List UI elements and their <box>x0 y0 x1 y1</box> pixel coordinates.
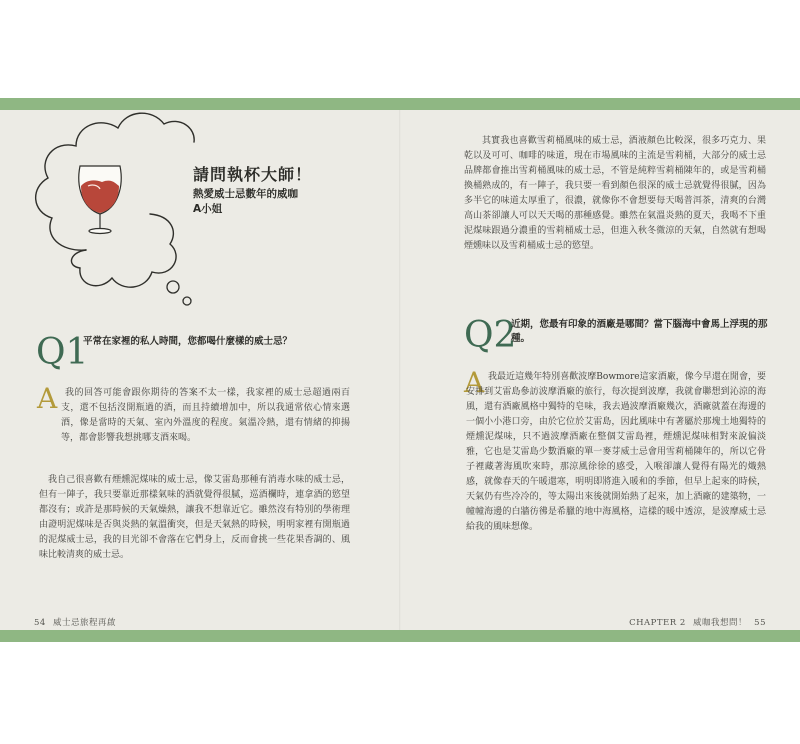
question-1-number: Q1 <box>36 332 89 373</box>
interviewee-description: 熱愛威士忌數年的威咖 <box>193 188 298 200</box>
left-page-footer <box>34 616 120 628</box>
answer-1-paragraph-2: 我自己很喜歡有煙燻泥煤味的威士忌，像艾雷島那種有消毒水味的威士忌，但有一陣子，我只要靠近那樣氣味的酒就覺得很膩，巡酒欄時，連拿酒的慾望都沒有；或許是那時候的天氣燥熱，讓我不想靠近它。雖然沒有特別的學術理由證明泥煤味是否與炎熱的氣溫衝突，但是天氣熱的時候，明明家裡有開瓶過的泥煤威士忌，我的目光卻不會落在它們身上，反而會挑一些花果香調的、風味比較清爽的威士忌。 <box>39 475 350 560</box>
right-intro-paragraph: 其實我也喜歡雪莉桶風味的威士忌，酒液顏色比較深，很多巧克力、果乾以及可可、咖啡的味道，現在市場風味的主流是雪莉桶，大部分的威士忌品牌都會推出雪莉桶風味的威士忌，不管是純粹雪莉桶陳年的，或是雪莉桶換桶熟成的，有一陣子，我只要一看到顏色很深的威士忌就覺得很膩，因為多半它的味道太厚重了，很濃，就像你不會想要每天喝普洱茶，清爽的台灣高山茶卻讓人可以天天喝的那種感覺。雖然在氣溫炎熱的夏天，我喝不下重泥煤味跟過分濃重的雪莉桶威士忌，但進入秋冬微涼的天氣，自然就有想喝煙燻味以及雪莉桶威士忌的慾望。 <box>464 136 766 251</box>
answer-1-drop-cap: A <box>37 382 58 415</box>
answer-2-paragraph: 我最近這幾年特別喜歡波摩Bowmore這家酒廠，像今早還在閒會，要安排到艾雷島參訪波摩酒廠的旅行，每次提到波摩，我就會聯想到沁涼的海風，還有酒廠風格中獨特的皂味，我去過波摩酒廠幾次，酒廠就蓋在海邊的一個小小港口旁，由於它位於艾雷島，因此風味中有著屬於那塊土地獨特的煙燻泥煤味，只不過波摩酒廠在整個艾雷島裡，煙燻泥煤味相對來說偏淡雅，它也是艾雷島少數酒廠的單一麥芽威士忌會用雪莉桶陳年的，所以它骨子裡藏著海風吹來時，那涼風徐徐的感受，入喉卻讓人覺得有陽光的熾熱感，就像春天的午暖還寒，明明即將進入暖和的季節，但早上起來的時候，天氣仍有些冷冷的，等太陽出來後就開始熱了起來，加上酒廠的建築物，一幢幢海邊的白牆彷彿是希臘的地中海風格，這樣的暖中透涼，是波摩威士忌給我的風味想像。 <box>466 372 766 532</box>
right-page-number: 55 <box>754 618 766 628</box>
answer-1-paragraph-1: 我的回答可能會跟你期待的答案不太一樣，我家裡的威士忌超過兩百支，還不包括沒開瓶過的酒，而且持續增加中，所以我通常依心情來選酒，像是當時的天氣、室內外溫度的程度。氣溫冷熱，還有情緒的抑揚等，都會影響我想挑哪支酒來喝。 <box>61 388 350 443</box>
question-2-number: Q2 <box>464 315 517 356</box>
answer-2-drop-cap: A <box>464 366 485 399</box>
wine-glass-icon <box>79 166 121 234</box>
left-page-number: 54 <box>34 618 46 628</box>
interview-title: 請問執杯大師！ <box>193 165 313 184</box>
question-1-text: 平常在家裡的私人時間，您都喝什麼樣的威士忌？ <box>83 336 293 347</box>
chapter-label: CHAPTER 2 <box>629 618 686 628</box>
question-2-text: 近期，您最有印象的酒廠是哪間？當下腦海中會馬上浮現的那種。 <box>511 319 768 344</box>
left-running-title: 威士忌旅程再啟 <box>53 618 117 628</box>
chapter-title: 威咖我想問！ <box>692 618 747 628</box>
interviewee-name: A小姐 <box>193 203 223 215</box>
right-page-footer <box>629 616 766 628</box>
